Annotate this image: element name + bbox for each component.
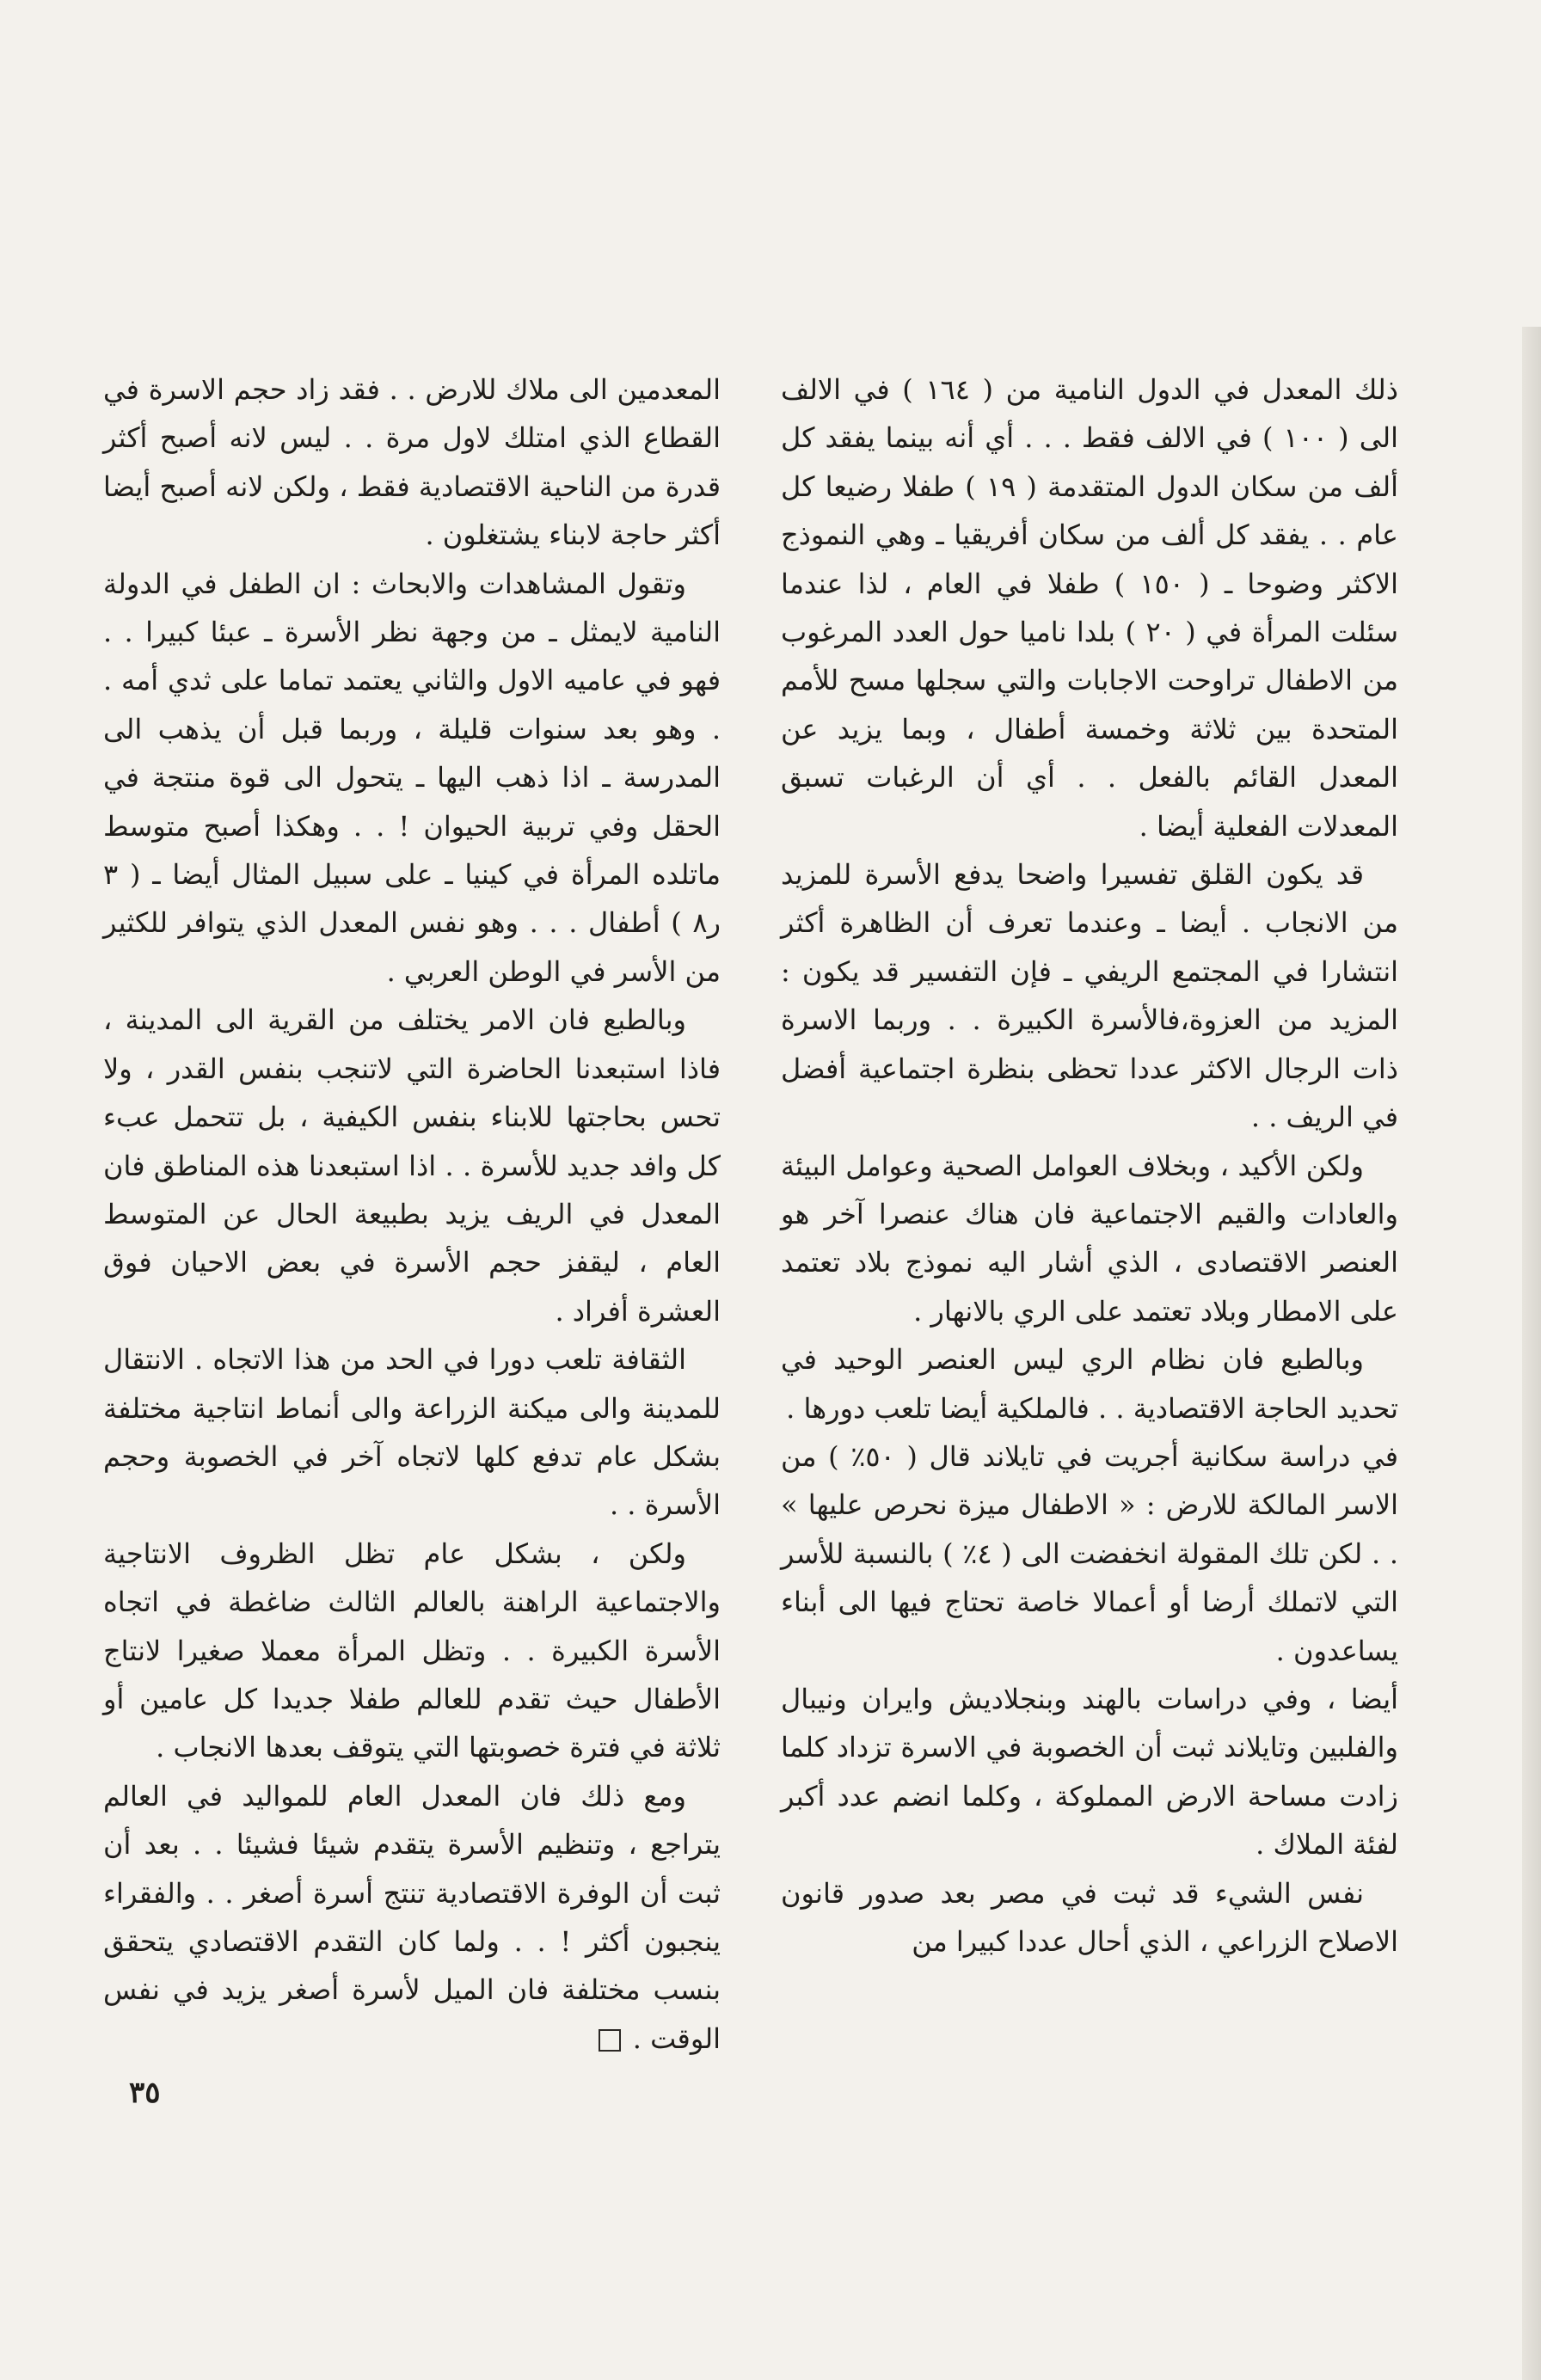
paragraph: ولكن الأكيد ، وبخلاف العوامل الصحية وعوامل البيئة والعادات والقيم الاجتماعية فان هناك عنصرا آخر هو العنصر الاقتصادى ، الذي أشار اليه نموذج بلاد تعتمد على الامطار وبلاد تعتمد على الري بالانهار .: [781, 1149, 1398, 1328]
text-column-left: [103, 365, 721, 2063]
paragraph: وتقول المشاهدات والابحاث : ان الطفل في الدولة النامية لايمثل ـ من وجهة نظر الأسرة ـ عبئا كبيرا . . فهو في عاميه الاول والثاني يعتمد تماما على ثدي أمه . . وهو بعد سنوات قليلة ، وربما قبل أن يذهب الى المدرسة ـ اذا ذهب اليها ـ يتحول الى قوة منتجة في الحقل وفي تربية الحيوان ! . . وهكذا أصبح متوسط ماتلده المرأة في كينيا ـ على سبيل المثال أيضا ـ ( ٣ ر٨ ) أطفال . . . وهو نفس المعدل الذي يتوافر للكثير من الأسر في الوطن العربي .: [103, 567, 721, 988]
paragraph: ولكن ، بشكل عام تظل الظروف الانتاجية والاجتماعية الراهنة بالعالم الثالث ضاغطة في اتجاه الأسرة الكبيرة . . وتظل المرأة معملا صغيرا لانتاج الأطفال حيث تقدم للعالم طفلا جديدا كل عامين أو ثلاثة في فترة خصوبتها التي يتوقف بعدها الانجاب .: [103, 1537, 721, 1764]
paragraph: المعدمين الى ملاك للارض . . فقد زاد حجم الاسرة في القطاع الذي امتلك لاول مرة . . ليس لانه أصبح أكثر قدرة من الناحية الاقتصادية فقط ، ولكن لانه أصبح أيضا أكثر حاجة لابناء يشتغلون .: [103, 373, 721, 552]
page-number: ٣٥: [129, 2076, 161, 2110]
paragraph: الثقافة تلعب دورا في الحد من هذا الاتجاه . الانتقال للمدينة والى ميكنة الزراعة والى أنماط انتاجية مختلفة بشكل عام تدفع كلها لاتجاه آخر في الخصوبة وحجم الأسرة . .: [103, 1343, 721, 1522]
paragraph: أيضا ، وفي دراسات بالهند وبنجلاديش وايران ونيبال والفلبين وتايلاند ثبت أن الخصوبة في الاسرة تزداد كلما زادت مساحة الارض المملوكة ، وكلما انضم عدد أكبر لفئة الملاك .: [781, 1682, 1398, 1862]
paragraph: وبالطبع فان نظام الري ليس العنصر الوحيد في تحديد الحاجة الاقتصادية . . فالملكية أيضا تلعب دورها .: [781, 1343, 1398, 1425]
paragraph-text: ومع ذلك فان المعدل العام للمواليد في العالم يتراجع ، وتنظيم الأسرة يتقدم شيئا فشيئا . . بعد أن ثبت أن الوفرة الاقتصادية تنتج أسرة أصغر . . والفقراء ينجبون أكثر ! . . ولما كان التقدم الاقتصادي يتحقق بنسب مختلفة فان الميل لأسرة أصغر يزيد في نفس الوقت .: [103, 1779, 721, 2055]
paragraph: نفس الشيء قد ثبت في مصر بعد صدور قانون الاصلاح الزراعي ، الذي أحال عددا كبيرا من: [781, 1876, 1398, 1958]
paragraph: في دراسة سكانية أجريت في تايلاند قال ( ٥٠٪ ) من الاسر المالكة للارض : « الاطفال ميزة نحرص عليها » . . لكن تلك المقولة انخفضت الى ( ٤٪ ) بالنسبة للأسر التي لاتملك أرضا أو أعمالا خاصة تحتاج فيها الى أبناء يساعدون .: [781, 1439, 1399, 1667]
paragraph: قد يكون القلق تفسيرا واضحا يدفع الأسرة للمزيد من الانجاب . أيضا ـ وعندما تعرف أن الظاهرة أكثر انتشارا في المجتمع الريفي ـ فإن التفسير قد يكون : المزيد من العزوة،فالأسرة الكبيرة . . وربما الاسرة ذات الرجال الاكثر عددا تحظى بنظرة اجتماعية أفضل في الريف . .: [781, 858, 1398, 1134]
end-of-article-square-icon: [599, 2029, 621, 2052]
paragraph: ذلك المعدل في الدول النامية من ( ١٦٤ ) في الالف الى ( ١٠٠ ) في الالف فقط . . . أي أنه بينما يفقد كل ألف من سكان الدول المتقدمة ( ١٩ ) طفلا رضيعا كل عام . . يفقد كل ألف من سكان أفريقيا ـ وهي النموذج الاكثر وضوحا ـ ( ١٥٠ ) طفلا في العام ، لذا عندما سئلت المرأة في ( ٢٠ ) بلدا ناميا حول العدد المرغوب من الاطفال تراوحت الاجابات والتي سجلها مسح للأمم المتحدة بين ثلاثة وخمسة أطفال ، وبما يزيد عن المعدل القائم بالفعل . . أي أن الرغبات تسبق المعدلات الفعلية أيضا .: [781, 373, 1399, 843]
text-column-right: [781, 365, 1398, 1966]
paragraph: وبالطبع فان الامر يختلف من القرية الى المدينة ، فاذا استبعدنا الحاضرة التي لاتنجب بنفس القدر ، ولا تحس بحاجتها للابناء بنفس الكيفية ، بل تتحمل عبء كل وافد جديد للأسرة . . اذا استبعدنا هذه المناطق فان المعدل في الريف يزيد بطبيعة الحال عن المتوسط العام ، ليقفز حجم الأسرة في بعض الاحيان فوق العشرة أفراد .: [103, 1003, 721, 1328]
paragraph-last: [103, 1772, 721, 2063]
page-edge: [1522, 327, 1541, 2380]
